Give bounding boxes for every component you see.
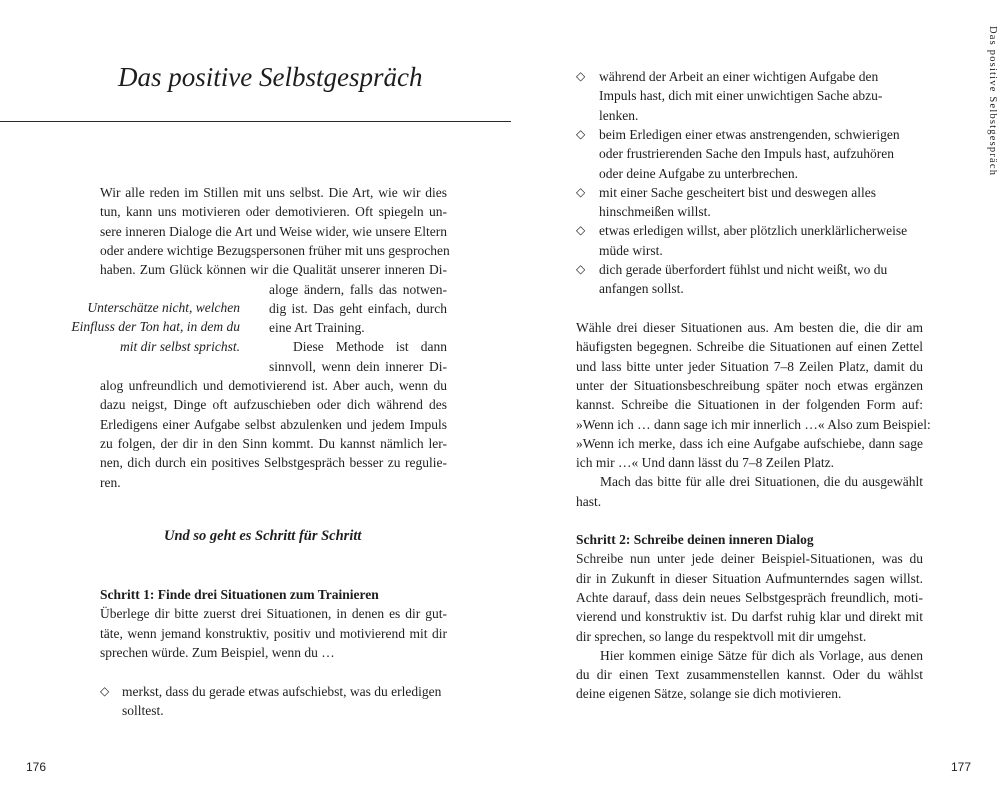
intro-line: aloge ändern, falls das notwen- bbox=[269, 281, 447, 297]
diamond-bullet-icon: ◇ bbox=[576, 126, 586, 141]
bullet-line: mit einer Sache gescheitert bist und deswegen alles bbox=[599, 184, 877, 200]
page-number-right: 177 bbox=[951, 760, 972, 774]
para-line: und lass bitte unter jeder Situation 7–8 Zeilen Platz, damit du bbox=[576, 358, 923, 374]
step2-heading: Schritt 2: Schreibe deinen inneren Dialog bbox=[576, 532, 814, 547]
bullet-line: lenken. bbox=[599, 107, 639, 123]
step2-line: vierend und konstruktiv ist. Du darfst ruhig klar und direkt mit bbox=[576, 609, 923, 625]
diamond-bullet-icon: ◇ bbox=[576, 223, 586, 238]
step2-line: Achte darauf, dass dein neues Selbstgespräch freundlich, moti- bbox=[576, 589, 923, 605]
para-line: kannst. Schreibe die Situationen in der folgenden Form auf: bbox=[576, 397, 923, 413]
step2-line: Schreibe nun unter jede deiner Beispiel-Situationen, was du bbox=[576, 551, 923, 567]
intro-line: Wir alle reden im Stillen mit uns selbst. Die Art, wie wir dies bbox=[100, 185, 447, 200]
bullet-line: etwas erledigen willst, aber plötzlich unerklärlicherweise bbox=[599, 223, 908, 239]
step2-line: Hier kommen einige Sätze für dich als Vorlage, aus denen bbox=[600, 647, 923, 663]
step1-heading: Schritt 1: Finde drei Situationen zum Trainieren bbox=[100, 587, 379, 602]
step1-line: sprechen würde. Zum Beispiel, wenn du … bbox=[100, 644, 335, 660]
intro-line: Diese Methode ist dann bbox=[293, 339, 447, 355]
para-line: Mach das bitte für alle drei Situationen, die du ausgewählt bbox=[600, 474, 923, 490]
margin-note-line: Unterschätze nicht, welchen bbox=[87, 300, 240, 315]
title-rule bbox=[0, 121, 511, 122]
para-line: hast. bbox=[576, 493, 602, 509]
margin-note bbox=[60, 298, 240, 356]
bullet-line: anfangen sollst. bbox=[599, 281, 684, 297]
bullet-line: merkst, dass du gerade etwas aufschiebst, was du erledigen bbox=[122, 684, 442, 699]
bullet-line: während der Arbeit an einer wichtigen Aufgabe den bbox=[599, 69, 879, 84]
para-line: Wähle drei dieser Situationen aus. Am besten die, die dir am bbox=[576, 320, 923, 335]
bullet-line: hinschmeißen willst. bbox=[599, 204, 711, 220]
para-line: häufigsten begegnen. Schreibe die Situationen auf einen Zettel bbox=[576, 339, 923, 355]
para-line: unter der Situationsbeschreibung später noch etwas ergänzen bbox=[576, 377, 923, 393]
diamond-bullet-icon: ◇ bbox=[576, 184, 586, 199]
step2-line: du dir einen Text zusammenstellen kannst. Oder du wählst bbox=[576, 667, 923, 683]
intro-line: zu folgen, der dir in den Sinn kommt. Du kannst nämlich ler- bbox=[100, 435, 447, 451]
bullet-line: beim Erledigen einer etwas anstrengenden, schwierigen bbox=[599, 126, 900, 142]
intro-line: Erledigens einer Aufgabe selbst abzulenken und jedem Impuls bbox=[100, 416, 447, 432]
intro-line: dig ist. Das geht einfach, durch bbox=[269, 300, 447, 316]
bullet-line: oder deine Aufgabe zu unterbrechen. bbox=[599, 165, 799, 181]
intro-line: sere inneren Dialoge die Art und Weise wider, wie unsere Eltern bbox=[100, 223, 447, 239]
diamond-bullet-icon: ◇ bbox=[100, 684, 110, 698]
intro-line: nen, dich durch ein positives Selbstgespräch besser zu regulie- bbox=[100, 455, 447, 471]
step2-line: deine eigenen Sätze, solange sie dich motivieren. bbox=[576, 686, 842, 702]
intro-line: eine Art Training. bbox=[269, 320, 365, 336]
intro-line: oder andere wichtige Bezugspersonen früher mit uns gesprochen bbox=[100, 242, 450, 258]
para-line: »Wenn ich merke, dass ich eine Aufgabe aufschiebe, dann sage bbox=[576, 435, 923, 451]
bullet-line: müde wirst. bbox=[599, 242, 663, 258]
intro-line: ren. bbox=[100, 474, 121, 490]
running-head: Das positive Selbstgespräch bbox=[987, 26, 998, 177]
bullet-line: oder frustrierenden Sache den Impuls hast, aufzuhören bbox=[599, 146, 895, 162]
bullet-line: Impuls hast, dich mit einer unwichtigen Sache abzu- bbox=[599, 88, 883, 104]
step2-line: dir in Zukunft in dieser Situation Aufmunterndes sagen willst. bbox=[576, 570, 923, 586]
para-line: »Wenn ich … dann sage ich mir innerlich …« Also zum Beispiel: bbox=[576, 416, 931, 432]
bullet-line: solltest. bbox=[122, 703, 164, 719]
para-line: ich mir …« Und dann lässt du 7–8 Zeilen Platz. bbox=[576, 455, 834, 471]
step2-line: dir sprechen, so lange du respektvoll mit dir umgehst. bbox=[576, 628, 867, 644]
intro-line: sinnvoll, wenn dein innerer Di- bbox=[269, 358, 447, 374]
chapter-title: Das positive Selbstgespräch bbox=[118, 62, 423, 92]
margin-note-line: mit dir selbst sprichst. bbox=[119, 338, 240, 354]
section-subheading: Und so geht es Schritt für Schritt bbox=[164, 528, 362, 544]
intro-line: dazu neigst, Dinge oft aufzuschieben oder dich während des bbox=[100, 397, 447, 413]
step1-line: Überlege dir bitte zuerst drei Situationen, in denen es dir gut- bbox=[100, 606, 447, 622]
intro-line: tun, kann uns motivieren oder demotivieren. Oft spiegeln un- bbox=[100, 204, 447, 220]
margin-note-line: Einfluss der Ton hat, in dem du bbox=[71, 319, 240, 335]
intro-line: alog unfreundlich und demotivierend ist. Aber auch, wenn du bbox=[100, 378, 447, 393]
step1-line: täte, wenn jemand konstruktiv, positiv und motivierend mit dir bbox=[100, 625, 447, 641]
page-number-left: 176 bbox=[26, 760, 47, 774]
bullet-line: dich gerade überfordert fühlst und nicht weißt, wo du bbox=[599, 262, 888, 277]
diamond-bullet-icon: ◇ bbox=[576, 69, 586, 83]
diamond-bullet-icon: ◇ bbox=[576, 262, 586, 276]
intro-line: haben. Zum Glück können wir die Qualität unserer inneren Di- bbox=[100, 262, 447, 278]
